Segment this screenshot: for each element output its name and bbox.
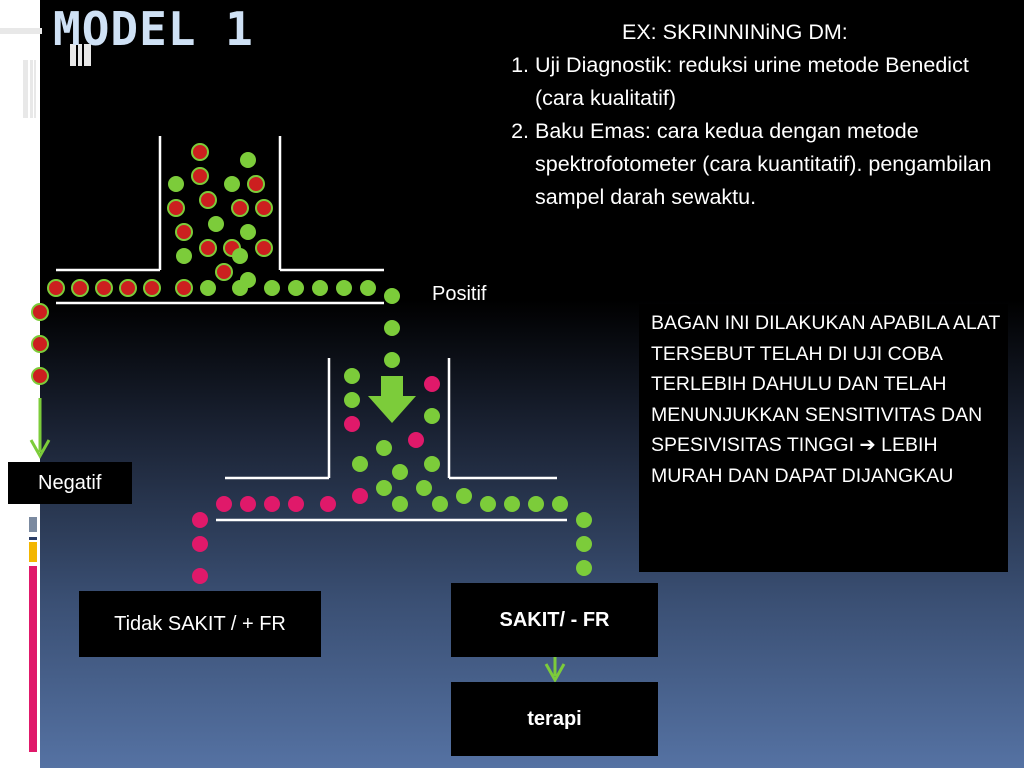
positif-label: Positif (432, 283, 487, 305)
red-dot (120, 280, 136, 296)
green-dot (168, 176, 184, 192)
green-dot (344, 392, 360, 408)
green-dot (392, 464, 408, 480)
red-dot (32, 304, 48, 320)
red-dot (144, 280, 160, 296)
red-dot (200, 240, 216, 256)
green-dot (576, 512, 592, 528)
negatif-box: Negatif (8, 462, 132, 504)
pink-dot (264, 496, 280, 512)
green-dot (480, 496, 496, 512)
funnel-lines (56, 136, 567, 520)
screening-item: 2. Baku Emas: cara kedua dengan metode spektrofotometer (cara kuantitatif). pengambilan sampel darah sewaktu. (535, 115, 1005, 214)
green-dot (240, 152, 256, 168)
sakit-box: SAKIT/ - FR (451, 583, 658, 657)
green-dot (416, 480, 432, 496)
red-dot (248, 176, 264, 192)
red-dot (72, 280, 88, 296)
pink-dot (344, 416, 360, 432)
screening-item: 1. Uji Diagnostik: reduksi urine metode Benedict (cara kualitatif) (535, 49, 1005, 115)
green-dot (504, 496, 520, 512)
green-dot (312, 280, 328, 296)
tidak-sakit-box: Tidak SAKIT / + FR (79, 591, 321, 657)
pink-dot (216, 496, 232, 512)
red-dot (192, 168, 208, 184)
green-dot (264, 280, 280, 296)
down-arrow-icon (368, 376, 416, 423)
green-dot (552, 496, 568, 512)
particle-dots (32, 144, 592, 584)
red-dot (216, 264, 232, 280)
terapi-box: terapi (451, 682, 658, 756)
pink-dot (192, 568, 208, 584)
green-dot (424, 408, 440, 424)
green-dot (384, 352, 400, 368)
pink-dot (408, 432, 424, 448)
green-dot (232, 248, 248, 264)
red-dot (256, 200, 272, 216)
pink-dot (192, 512, 208, 528)
green-dot (424, 456, 440, 472)
red-dot (48, 280, 64, 296)
pink-dot (240, 496, 256, 512)
green-dot (432, 496, 448, 512)
green-dot (456, 488, 472, 504)
green-dot (376, 440, 392, 456)
green-dot (360, 280, 376, 296)
green-dot (208, 216, 224, 232)
green-dot (344, 368, 360, 384)
pink-dot (320, 496, 336, 512)
pink-dot (192, 536, 208, 552)
screening-heading: EX: SKRINNINiNG DM: (622, 20, 848, 44)
green-dot (528, 496, 544, 512)
green-dot (200, 280, 216, 296)
red-dot (168, 200, 184, 216)
red-dot (176, 224, 192, 240)
page-title: MODEL 1 (53, 2, 254, 56)
green-dot (384, 320, 400, 336)
red-dot (192, 144, 208, 160)
red-dot (176, 280, 192, 296)
red-dot (200, 192, 216, 208)
pink-dot (352, 488, 368, 504)
green-dot (176, 248, 192, 264)
green-dot (232, 280, 248, 296)
info-note: BAGAN INI DILAKUKAN APABILA ALAT TERSEBUT TELAH DI UJI COBA TERLEBIH DAHULU DAN TELAH MENUNJUKKAN SENSITIVITAS DAN SPESIVISITAS TINGGI ➔ LEBIH MURAH DAN DAPAT DIJANGKAU (639, 304, 1008, 572)
green-dot (392, 496, 408, 512)
green-dot (384, 288, 400, 304)
red-dot (232, 200, 248, 216)
red-dot (32, 368, 48, 384)
green-dot (224, 176, 240, 192)
pink-dot (424, 376, 440, 392)
green-dot (576, 560, 592, 576)
green-dot (240, 224, 256, 240)
pink-dot (288, 496, 304, 512)
green-dot (336, 280, 352, 296)
red-dot (256, 240, 272, 256)
green-dot (288, 280, 304, 296)
green-dot (352, 456, 368, 472)
red-dot (96, 280, 112, 296)
green-dot (576, 536, 592, 552)
green-dot (376, 480, 392, 496)
red-dot (32, 336, 48, 352)
